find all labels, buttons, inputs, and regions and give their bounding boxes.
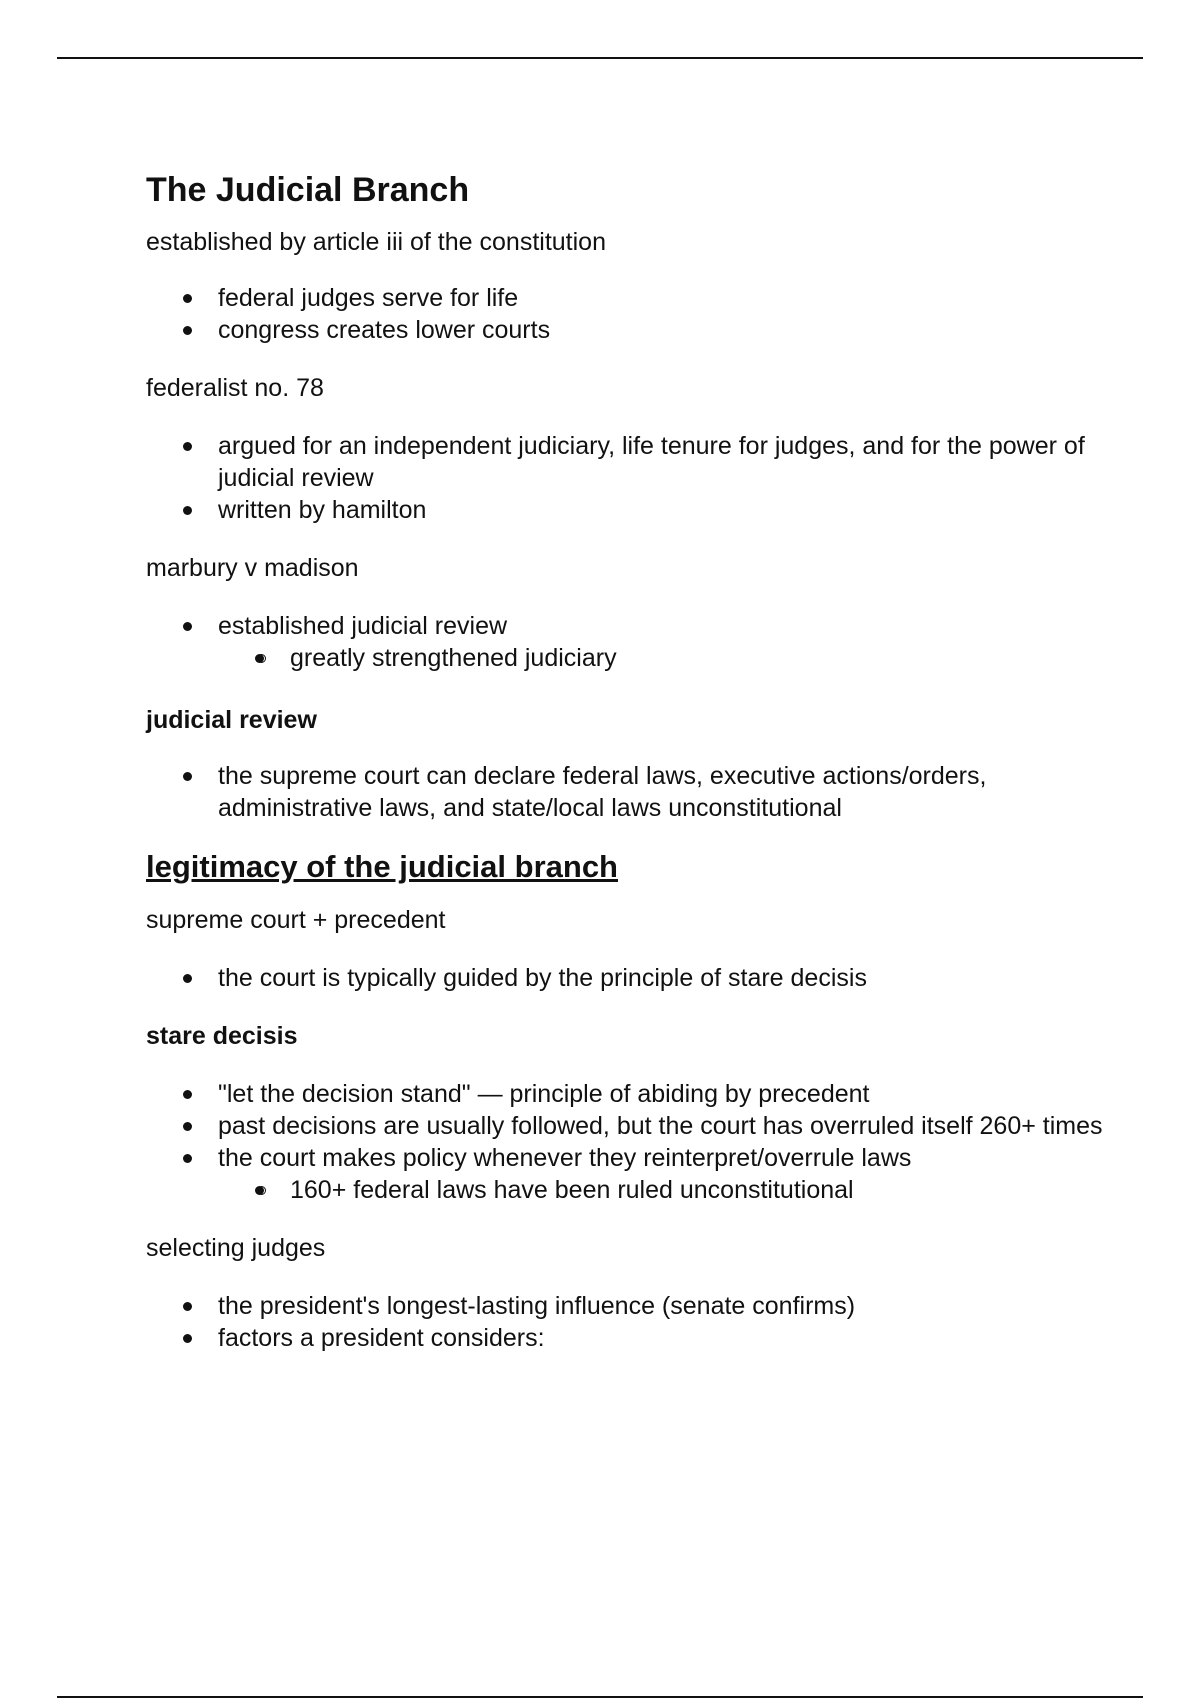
list-item: factors a president considers: — [146, 1322, 1106, 1354]
stare-list — [146, 1078, 1106, 1174]
list-item: the court makes policy whenever they reinterpret/overrule laws — [146, 1142, 1106, 1174]
section-heading-federalist: federalist no. 78 — [146, 374, 324, 402]
selecting-list — [146, 1290, 1106, 1354]
section-heading-precedent: supreme court + precedent — [146, 906, 446, 934]
list-item: argued for an independent judiciary, life tenure for judges, and for the power of judicial review — [146, 430, 1106, 494]
precedent-list — [146, 962, 1106, 994]
section-heading-judicial-review: judicial review — [146, 706, 317, 734]
stare-sublist — [146, 1174, 1106, 1206]
list-item: past decisions are usually followed, but the court has overruled itself 260+ times — [146, 1110, 1106, 1142]
sub-list-item: 160+ federal laws have been ruled unconstitutional — [218, 1174, 1106, 1206]
list-item: written by hamilton — [146, 494, 1106, 526]
marbury-sublist — [146, 642, 1106, 674]
top-rule — [57, 57, 1143, 59]
marbury-list — [146, 610, 1106, 642]
section-heading-stare-decisis: stare decisis — [146, 1022, 298, 1050]
list-item: the president's longest-lasting influence (senate confirms) — [146, 1290, 1106, 1322]
section-heading-article3: established by article iii of the constitution — [146, 228, 606, 256]
page-title: The Judicial Branch — [146, 171, 470, 209]
section-heading-marbury: marbury v madison — [146, 554, 359, 582]
list-item: the supreme court can declare federal laws, executive actions/orders, administrative laws, and state/local laws unconstitutional — [146, 760, 1106, 824]
list-item: federal judges serve for life — [146, 282, 1106, 314]
section-heading-legitimacy: legitimacy of the judicial branch — [146, 849, 618, 884]
list-item: "let the decision stand" — principle of abiding by precedent — [146, 1078, 1106, 1110]
article3-list — [146, 282, 1106, 346]
list-item: congress creates lower courts — [146, 314, 1106, 346]
document-body — [146, 168, 1106, 1354]
list-item: the court is typically guided by the principle of stare decisis — [146, 962, 1106, 994]
list-item: established judicial review — [146, 610, 1106, 642]
bottom-rule — [57, 1696, 1143, 1698]
federalist-list — [146, 430, 1106, 526]
section-heading-selecting: selecting judges — [146, 1234, 326, 1262]
review-list — [146, 760, 1106, 824]
sub-list-item: greatly strengthened judiciary — [218, 642, 1106, 674]
